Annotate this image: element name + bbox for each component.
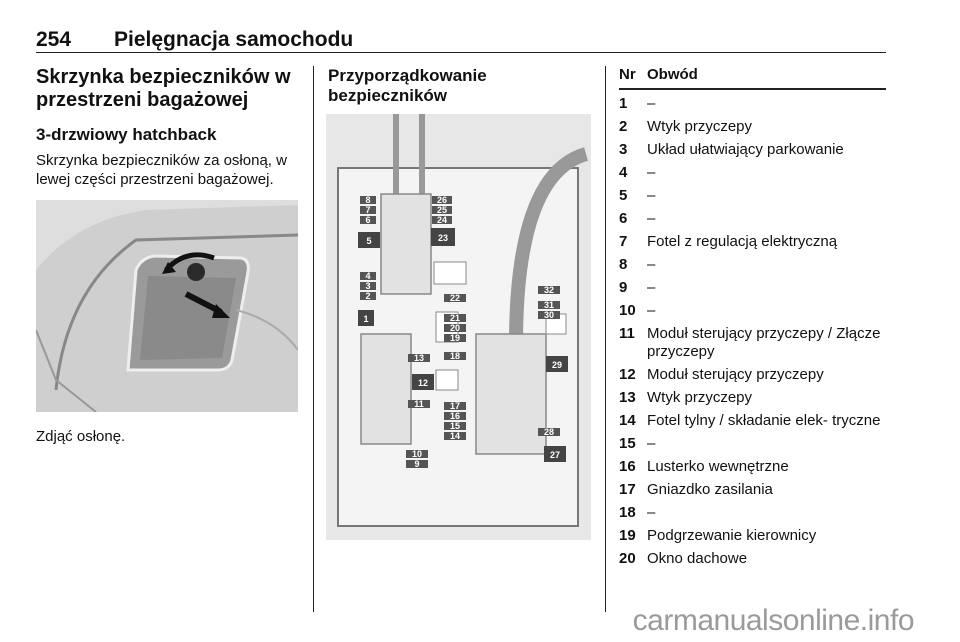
fuse-table <box>619 66 886 568</box>
fuse-label: 1 <box>363 314 369 324</box>
fuse-circuit: Wtyk przyczepy <box>647 118 753 135</box>
table-row <box>619 504 886 522</box>
fuse-label: 12 <box>417 378 429 388</box>
table-row <box>619 233 886 251</box>
table-row <box>619 389 886 407</box>
table-body <box>619 95 886 568</box>
fuse-number: 9 <box>619 279 628 296</box>
fuse-label: 19 <box>449 333 461 343</box>
fuse-label: 9 <box>414 459 420 469</box>
fuse-circuit: Moduł sterujący przyczepy <box>647 366 824 383</box>
fuse-number: 11 <box>619 325 635 342</box>
section-subtitle: 3-drzwiowy hatchback <box>36 125 217 144</box>
section-title: Skrzynka bezpieczników w przestrzeni bagażowej <box>36 66 291 111</box>
fuse-box-diagram <box>326 114 591 540</box>
section-body: Skrzynka bezpieczników za osłoną, w lewej części przestrzeni bagażowej. <box>36 152 287 188</box>
col-circuit-header: Obwód <box>647 66 698 83</box>
fuse-circuit: – <box>647 164 656 181</box>
fuse-number: 18 <box>619 504 636 521</box>
column-divider-2 <box>605 66 606 612</box>
table-row <box>619 481 886 499</box>
table-row <box>619 550 886 568</box>
fuse-label: 8 <box>365 195 371 205</box>
fuse-label: 3 <box>365 281 371 291</box>
fuse-label: 17 <box>449 401 461 411</box>
fuse-label: 27 <box>549 450 561 460</box>
fuse-number: 17 <box>619 481 636 498</box>
page-header <box>36 28 353 52</box>
fuse-number: 10 <box>619 302 636 319</box>
fuse-label: 2 <box>365 291 371 301</box>
fuse-number: 2 <box>619 118 628 135</box>
fuse-number: 16 <box>619 458 636 475</box>
page-number: 254 <box>36 28 72 51</box>
fuse-label: 11 <box>414 399 424 409</box>
fuse-number: 8 <box>619 256 628 273</box>
fuse-number: 19 <box>619 527 636 544</box>
fuse-number: 1 <box>619 95 628 112</box>
fuse-label: 20 <box>449 323 461 333</box>
diagram-title: Przyporządkowanie bezpieczników <box>328 66 487 105</box>
table-header <box>619 66 886 90</box>
table-row <box>619 366 886 384</box>
fuse-circuit: – <box>647 435 656 452</box>
fuse-label: 6 <box>365 215 371 225</box>
fuse-label: 5 <box>366 236 372 246</box>
fuse-number: 15 <box>619 435 636 452</box>
fuse-number: 6 <box>619 210 628 227</box>
fuse-label: 28 <box>543 427 555 437</box>
table-row <box>619 95 886 113</box>
table-row <box>619 279 886 297</box>
fuse-circuit: Gniazdko zasilania <box>647 481 773 498</box>
fuse-circuit: – <box>647 187 656 204</box>
fuse-label: 16 <box>449 411 461 421</box>
fuse-label: 21 <box>449 313 461 323</box>
header-rule <box>36 52 886 53</box>
left-column <box>36 66 304 189</box>
fuse-label: 13 <box>413 353 425 363</box>
table-row <box>619 164 886 182</box>
fuse-label: 31 <box>543 300 555 310</box>
table-row <box>619 210 886 228</box>
fuse-label: 30 <box>543 310 555 320</box>
fuse-number: 3 <box>619 141 628 158</box>
fuse-circuit: Moduł sterujący przyczepy / Złącze przyczepy <box>647 325 881 360</box>
fuse-circuit: Układ ułatwiający parkowanie <box>647 141 844 158</box>
fuse-label: 15 <box>449 421 461 431</box>
fuse-label: 18 <box>449 351 461 361</box>
table-row <box>619 187 886 205</box>
fuse-label: 25 <box>436 205 448 215</box>
column-divider-1 <box>313 66 314 612</box>
fuse-label: 23 <box>437 233 449 243</box>
trunk-photo <box>36 200 298 412</box>
fuse-label: 14 <box>449 431 461 441</box>
fuse-circuit: – <box>647 279 656 296</box>
fuse-label: 22 <box>449 293 461 303</box>
fuse-label: 26 <box>436 195 448 205</box>
chapter-title: Pielęgnacja samochodu <box>114 28 354 51</box>
photo-caption: Zdjąć osłonę. <box>36 428 126 445</box>
fuse-label: 29 <box>551 360 563 370</box>
table-row <box>619 412 886 430</box>
fuse-number: 4 <box>619 164 628 181</box>
fuse-circuit: – <box>647 302 656 319</box>
trunk-illustration <box>36 200 298 412</box>
fuse-circuit: – <box>647 210 656 227</box>
fuse-box-drawing <box>326 114 591 540</box>
fuse-label: 7 <box>365 205 371 215</box>
fuse-label: 32 <box>543 285 555 295</box>
table-row <box>619 435 886 453</box>
fuse-number: 5 <box>619 187 628 204</box>
fuse-label: 4 <box>365 271 371 281</box>
table-row <box>619 325 886 361</box>
table-row <box>619 141 886 159</box>
fuse-number: 12 <box>619 366 636 383</box>
table-row <box>619 458 886 476</box>
col-nr-header: Nr <box>619 66 636 83</box>
fuse-circuit: Fotel z regulacją elektryczną <box>647 233 838 250</box>
table-row <box>619 302 886 320</box>
fuse-number: 7 <box>619 233 628 250</box>
fuse-number: 14 <box>619 412 636 429</box>
fuse-circuit: Lusterko wewnętrzne <box>647 458 789 475</box>
fuse-label: 10 <box>411 449 423 459</box>
fuse-circuit: – <box>647 256 656 273</box>
fuse-circuit: – <box>647 504 656 521</box>
table-row <box>619 256 886 274</box>
fuse-circuit: Podgrzewanie kierownicy <box>647 527 817 544</box>
table-row <box>619 527 886 545</box>
fuse-label: 24 <box>436 215 448 225</box>
fuse-circuit: Wtyk przyczepy <box>647 389 753 406</box>
watermark: carmanualsonline.info <box>632 604 914 637</box>
table-row <box>619 118 886 136</box>
fuse-circuit: – <box>647 95 656 112</box>
fuse-circuit: Fotel tylny / składanie elek- tryczne <box>647 412 881 429</box>
fuse-number: 13 <box>619 389 636 406</box>
fuse-circuit: Okno dachowe <box>647 550 748 567</box>
fuse-number: 20 <box>619 550 636 567</box>
